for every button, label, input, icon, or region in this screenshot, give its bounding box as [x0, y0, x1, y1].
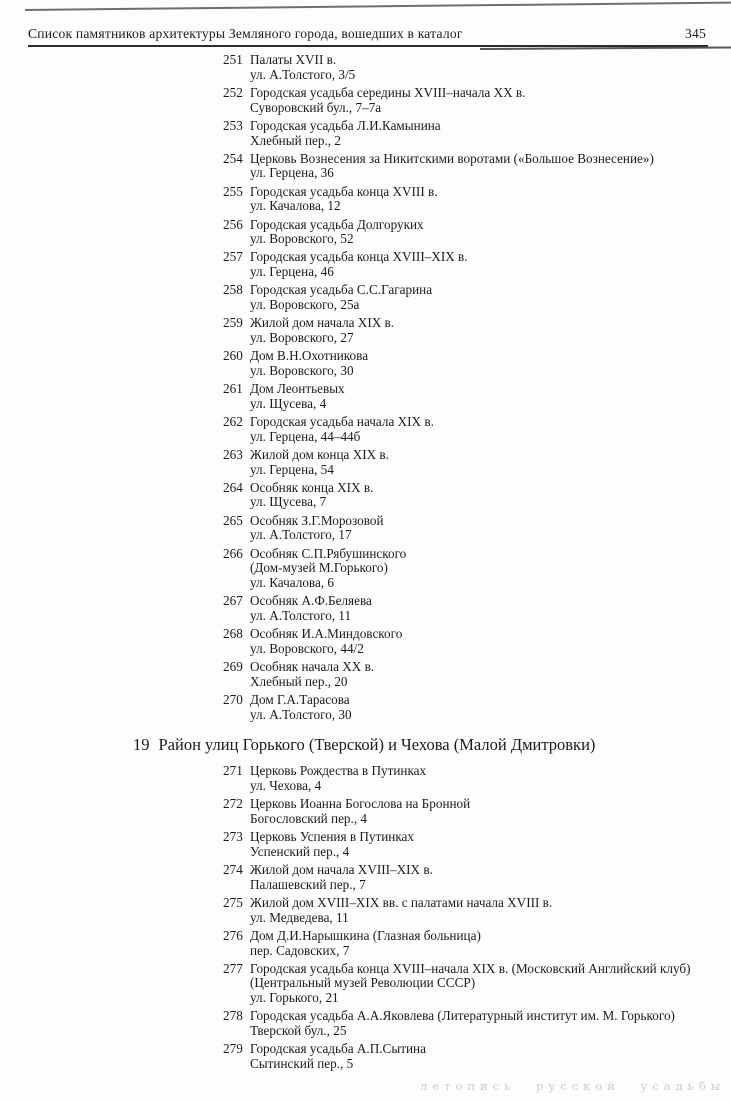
entry-line: Палаты XVII в. [250, 52, 337, 67]
entry-number: 255 [223, 183, 243, 199]
entry-line: ул. Воровского, 44/2 [250, 640, 364, 656]
monument-entry [223, 349, 731, 378]
monument-entry [223, 594, 731, 623]
entry-number: 257 [223, 249, 243, 265]
entry-number: 276 [223, 927, 243, 943]
entry-line: ул. Герцена, 36 [250, 165, 334, 181]
monument-entry [223, 283, 731, 312]
monument-list-section-19 [223, 764, 731, 1071]
monument-entry [223, 693, 731, 722]
entry-text [250, 152, 654, 181]
entry-number: 260 [223, 348, 243, 364]
entry-text [250, 218, 424, 247]
entry-number: 274 [223, 862, 243, 878]
entry-text [250, 382, 345, 411]
entry-line: Жилой дом начала XIX в. [250, 315, 395, 331]
entry-line: ул. Щусева, 4 [250, 395, 327, 411]
entry-line: Церковь Рождества в Путинках [250, 763, 427, 779]
monument-entry [223, 86, 731, 115]
monument-entry [223, 929, 731, 958]
entry-line: Церковь Вознесения за Никитскими воротами («Большое Вознесение») [250, 150, 654, 166]
entry-line: Жилой дом начала XVIII–XIX в. [250, 862, 433, 878]
entry-line: Успенский пер., 4 [250, 843, 350, 859]
entry-line: Хлебный пер., 20 [250, 673, 348, 689]
monument-entry [223, 218, 731, 247]
entry-text [250, 1042, 426, 1071]
entry-number: 266 [223, 545, 243, 561]
entry-text [250, 316, 394, 345]
entry-line: Особняк начала XX в. [250, 659, 375, 675]
entry-text [250, 1009, 675, 1038]
running-head-title: Список памятников архитектуры Земляного города, вошедших в каталог [28, 26, 463, 41]
entry-line: ул. Щусева, 7 [250, 494, 327, 510]
entry-line: Дом В.Н.Охотникова [250, 348, 369, 364]
entry-line: Палашевский пер., 7 [250, 876, 366, 892]
entry-line: ул. Воровского, 52 [250, 231, 354, 247]
monument-entry [223, 152, 731, 181]
entry-line: Сытинский пер., 5 [250, 1055, 354, 1071]
monument-entry [223, 53, 731, 82]
entry-text [250, 514, 384, 543]
monument-entry [223, 119, 731, 148]
monument-entry [223, 863, 731, 892]
monument-entry [223, 797, 731, 826]
entry-text [250, 448, 389, 477]
section-title: Район улиц Горького (Тверской) и Чехова (Малой Дмитровки) [158, 735, 596, 755]
entry-line: Городская усадьба Долгоруких [250, 216, 424, 232]
entry-line: ул. Горького, 21 [250, 990, 339, 1006]
entry-line: ул. А.Толстого, 30 [250, 706, 352, 722]
monument-entry [223, 547, 731, 591]
entry-number: 272 [223, 796, 243, 812]
entry-number: 275 [223, 894, 243, 910]
entry-number: 262 [223, 413, 243, 429]
entry-line: ул. Чехова, 4 [250, 778, 322, 794]
entry-text [250, 481, 373, 510]
entry-number: 253 [223, 117, 243, 133]
entry-text [250, 896, 552, 925]
entry-number: 270 [223, 691, 243, 707]
entry-line: Особняк С.П.Рябушинского [250, 545, 407, 561]
monument-entry [223, 185, 731, 214]
entry-line: ул. А.Толстого, 3/5 [250, 66, 356, 82]
entry-number: 278 [223, 1008, 243, 1024]
entry-text [250, 594, 372, 623]
entry-line: Особняк З.Г.Морозовой [250, 512, 384, 528]
entry-line: Жилой дом конца XIX в. [250, 446, 389, 462]
entry-line: Городская усадьба С.С.Гагарина [250, 282, 433, 298]
section-number: 19 [133, 735, 150, 755]
entry-number: 273 [223, 829, 243, 845]
entry-line: Городская усадьба А.П.Сытина [250, 1041, 426, 1057]
entry-text [250, 830, 414, 859]
monument-entry [223, 1042, 731, 1071]
entry-line: ул. Воровского, 27 [250, 329, 354, 345]
entry-number: 267 [223, 593, 243, 609]
entry-line: Богословский пер., 4 [250, 810, 368, 826]
entry-text [250, 119, 441, 148]
entry-line: ул. Герцена, 46 [250, 264, 334, 280]
entry-text [250, 962, 691, 1006]
entry-line: Городская усадьба А.А.Яковлева (Литературный институт им. М. Горького) [250, 1008, 675, 1024]
entry-number: 277 [223, 960, 243, 976]
monument-entry [223, 448, 731, 477]
entry-text [250, 283, 432, 312]
monument-entry [223, 382, 731, 411]
entry-number: 279 [223, 1041, 243, 1057]
entry-line: Особняк конца XIX в. [250, 479, 374, 495]
monument-entry [223, 764, 731, 793]
entry-text [250, 693, 352, 722]
entry-text [250, 929, 481, 958]
entry-number: 261 [223, 381, 243, 397]
entry-line: Хлебный пер., 2 [250, 132, 341, 148]
entry-line: Особняк И.А.Миндовского [250, 626, 403, 642]
entry-line: Городская усадьба начала XIX в. [250, 413, 434, 429]
entry-number: 265 [223, 512, 243, 528]
monument-entry [223, 896, 731, 925]
section-heading [133, 735, 731, 755]
monument-entry [223, 415, 731, 444]
entry-line: пер. Садовских, 7 [250, 942, 350, 958]
monument-entry [223, 481, 731, 510]
entry-line: ул. Качалова, 6 [250, 575, 335, 590]
monument-entry [223, 250, 731, 279]
entry-line: (Центральный музей Революции СССР) [250, 975, 476, 991]
monument-entry [223, 514, 731, 543]
entry-number: 271 [223, 763, 243, 779]
entry-line: ул. Воровского, 25а [250, 297, 360, 313]
entry-line: ул. Герцена, 54 [250, 461, 334, 477]
entry-line: Городская усадьба середины XVIII–начала XX в. [250, 84, 526, 100]
entry-text [250, 863, 433, 892]
entry-line: Дом Г.А.Тарасова [250, 691, 350, 707]
page-number: 345 [685, 26, 706, 41]
entry-number: 251 [223, 52, 243, 67]
entry-line: Городская усадьба Л.И.Камынина [250, 117, 441, 133]
entry-line: (Дом-музей М.Горького) [250, 560, 388, 576]
entry-line: Тверской бул., 25 [250, 1023, 347, 1039]
entry-text [250, 627, 402, 656]
monument-list-top [223, 53, 731, 722]
entry-text [250, 185, 438, 214]
entry-number: 269 [223, 659, 243, 675]
entry-text [250, 349, 368, 378]
entry-line: Церковь Иоанна Богослова на Бронной [250, 796, 471, 812]
entry-number: 252 [223, 84, 243, 100]
entry-text [250, 797, 470, 826]
entry-line: ул. А.Толстого, 11 [250, 607, 352, 623]
entry-text [250, 660, 374, 689]
entry-number: 254 [223, 150, 243, 166]
monument-entry [223, 316, 731, 345]
entry-text [250, 53, 355, 82]
entry-line: Городская усадьба конца XVIII в. [250, 183, 438, 199]
entry-text [250, 764, 426, 793]
entry-line: Жилой дом XVIII–XIX вв. с палатами начала XVIII в. [250, 894, 553, 910]
entry-line: ул. Медведева, 11 [250, 909, 349, 925]
entry-line: Городская усадьба конца XVIII–XIX в. [250, 249, 468, 265]
entry-line: ул. Воровского, 30 [250, 362, 354, 378]
entry-text [250, 415, 434, 444]
monument-entry [223, 962, 731, 1006]
entry-line: Церковь Успения в Путинках [250, 829, 415, 845]
entry-line: Дом Леонтьевых [250, 381, 345, 397]
monument-entry [223, 830, 731, 859]
entry-line: Особняк А.Ф.Беляева [250, 593, 372, 609]
entry-number: 258 [223, 282, 243, 298]
entry-number: 256 [223, 216, 243, 232]
entry-number: 259 [223, 315, 243, 331]
entry-line: Дом Д.И.Нарышкина (Глазная больница) [250, 927, 481, 943]
monument-entry [223, 627, 731, 656]
entry-text [250, 250, 468, 279]
entry-line: ул. Герцена, 44–44б [250, 428, 361, 444]
entry-line: Городская усадьба конца XVIII–начала XIX в. (Московский Английский клуб) [250, 960, 691, 976]
entry-line: ул. Качалова, 12 [250, 198, 341, 214]
watermark-text: летопись русской усадьбы [419, 1079, 725, 1093]
monument-entry [223, 1009, 731, 1038]
entry-text [250, 547, 406, 591]
entry-number: 268 [223, 626, 243, 642]
monument-entry [223, 660, 731, 689]
entry-number: 263 [223, 446, 243, 462]
entry-line: Суворовский бул., 7–7а [250, 99, 382, 115]
entry-text [250, 86, 525, 115]
entry-number: 264 [223, 479, 243, 495]
entry-line: ул. А.Толстого, 17 [250, 527, 352, 543]
